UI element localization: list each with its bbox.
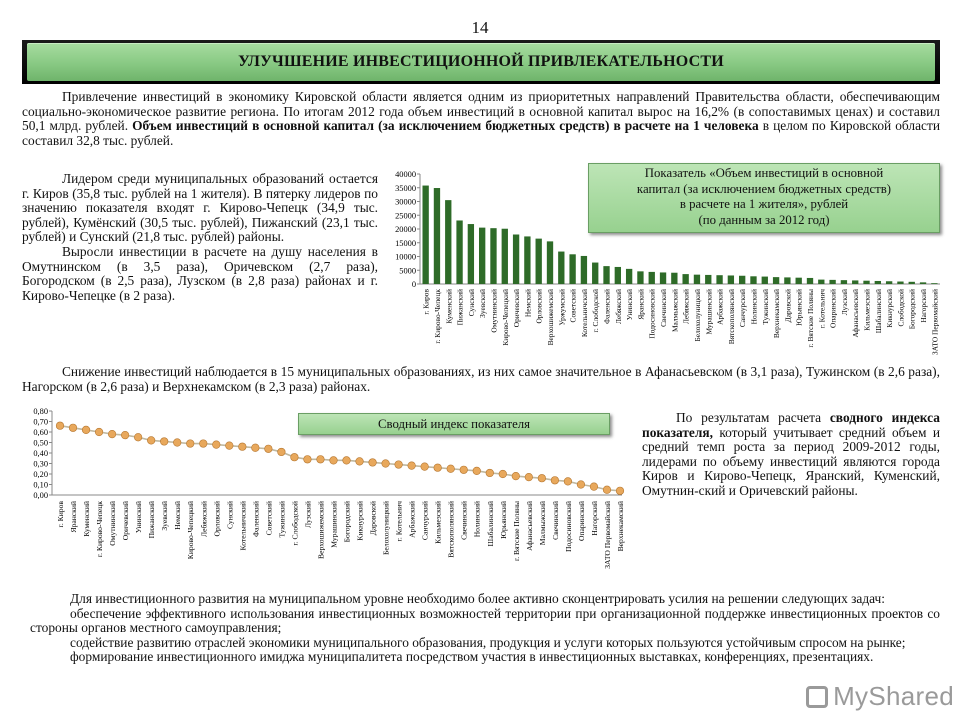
index-point bbox=[82, 426, 90, 434]
line-x-tick-label: Кикнурский bbox=[355, 501, 365, 541]
bar-x-tick-label: Яранский bbox=[636, 289, 646, 320]
index-point bbox=[212, 441, 220, 449]
bar-x-tick-label: Уржумский bbox=[557, 289, 567, 326]
bar-y-tick-label: 10000 bbox=[395, 252, 416, 262]
bar-x-tick-label: Афанасьевский bbox=[851, 289, 861, 338]
bar bbox=[456, 220, 462, 284]
line-y-tick-label: 0,70 bbox=[33, 417, 48, 427]
line-x-tick-label: Верхошижемский bbox=[316, 501, 326, 559]
bar-y-tick-label: 15000 bbox=[395, 238, 416, 248]
bar-x-tick-label: Куменский bbox=[444, 289, 454, 324]
bottom-text bbox=[30, 592, 940, 665]
line-x-tick-label: Белохолуницкий bbox=[381, 501, 391, 555]
bar bbox=[626, 269, 632, 284]
bar-x-tick-label: Котельничский bbox=[579, 289, 589, 338]
index-point bbox=[69, 424, 77, 432]
bar-x-tick-label: ЗАТО Первомайский bbox=[930, 289, 940, 355]
callout-line: Показатель «Объем инвестиций в основной bbox=[644, 166, 884, 180]
index-point bbox=[434, 464, 442, 472]
right-text-post: который учитывает средний объем и средний темп роста за период 2009-2012 годы, лидерами по объему инвестиций являются города Киров и Кирово-Чепецк, Яранский, Куменский, Омутнин-ский и Оричевский районы. bbox=[642, 424, 940, 498]
index-point bbox=[499, 470, 507, 478]
line-y-tick-label: 0,00 bbox=[33, 491, 48, 500]
bar-x-tick-label: Омутнинский bbox=[489, 289, 499, 333]
bar-x-tick-label: Вятскополянский bbox=[726, 289, 736, 345]
line-x-tick-label: Опаринский bbox=[576, 501, 586, 542]
bar-x-tick-label: Подосиновский bbox=[647, 289, 657, 339]
line-x-tick-label: Котельничский bbox=[238, 501, 248, 551]
intro-text: Привлечение инвестиций в экономику Кировской области является одним из приоритетных направлений Правительства области, обеспечивающим социально-экономическое развитие региона. По итогам 2012 года объем инвестиций в основной капитал вырос на 16,2% (в сопоставимых ценах) и составил 50,1 млрд. рублей. bbox=[22, 89, 940, 134]
line-x-tick-label: Нолинский bbox=[472, 501, 482, 538]
bar bbox=[615, 267, 621, 284]
line-x-tick-label: Тужинский bbox=[277, 501, 287, 538]
bar-x-tick-label: Шабалинский bbox=[873, 288, 883, 334]
bar bbox=[705, 275, 711, 284]
line-x-tick-label: Куменский bbox=[82, 501, 92, 537]
bar-y-tick-label: 35000 bbox=[395, 183, 416, 193]
line-x-tick-label: Сунский bbox=[225, 501, 235, 529]
index-point bbox=[56, 422, 64, 430]
intro-bold: Объем инвестиций в основной капитал (за исключением бюджетных средств) в расчете на 1 человека bbox=[132, 118, 759, 134]
index-point bbox=[252, 444, 260, 452]
bar-x-tick-label: Советский bbox=[568, 289, 578, 323]
index-point bbox=[199, 440, 207, 448]
line-x-tick-label: Оричевский bbox=[121, 501, 131, 541]
bar bbox=[569, 254, 575, 284]
line-x-tick-label: Шабалинский bbox=[485, 501, 495, 547]
line-y-tick-label: 0,20 bbox=[33, 470, 48, 479]
bar-x-tick-label: г. Вятские Поляны bbox=[806, 289, 815, 348]
right-text-pre: По результатам расчета bbox=[676, 410, 822, 425]
line-x-tick-label: Унинский bbox=[134, 501, 144, 534]
bar bbox=[863, 281, 869, 284]
line-x-tick-label: Мурашинский bbox=[329, 501, 339, 548]
index-point bbox=[512, 472, 520, 480]
task-item: формирование инвестиционного имиджа муниципалитета посредством участия в инвестиционных выставках, конференциях, презентациях. bbox=[70, 649, 874, 665]
bar-x-tick-label: Свечинский bbox=[659, 289, 669, 327]
line-x-tick-label: Вятскополянский bbox=[446, 501, 456, 558]
line-x-tick-label: Верхнекамский bbox=[616, 501, 625, 552]
line-x-tick-label: г. Вятские Поляны bbox=[511, 501, 521, 562]
callout-line: в расчете на 1 жителя», рублей bbox=[679, 197, 849, 211]
bar-x-tick-label: Кикнурский bbox=[885, 289, 895, 328]
index-point bbox=[278, 448, 286, 456]
index-point bbox=[239, 443, 247, 451]
line-x-tick-label: Зуевский bbox=[160, 501, 170, 531]
index-point bbox=[460, 466, 468, 474]
line-x-tick-label: г. Киров bbox=[56, 501, 65, 528]
bar bbox=[784, 277, 790, 284]
index-point bbox=[395, 461, 403, 469]
bar bbox=[728, 275, 734, 284]
index-point bbox=[603, 486, 611, 494]
index-point bbox=[95, 428, 103, 436]
growth-paragraph: Выросли инвестиции в расчете на душу населения в Омутнинском (в 3,5 раза), Оричевском (2,7 раза), Богородском (в 2,5 раза), Лузском (в 2,8 раза) районах и г. Кирово-Чепецке (в 2 раза). bbox=[22, 243, 378, 303]
index-point bbox=[577, 481, 585, 489]
bar bbox=[536, 239, 542, 284]
bar bbox=[739, 276, 745, 284]
bar-y-tick-label: 20000 bbox=[395, 225, 416, 234]
bar-x-tick-label: Верхошижемский bbox=[546, 289, 555, 346]
bar-x-tick-label: Даровской bbox=[783, 289, 793, 323]
index-point bbox=[226, 442, 234, 450]
line-x-tick-label: Малмыжский bbox=[537, 501, 547, 546]
bar bbox=[502, 229, 508, 284]
bar bbox=[434, 188, 440, 284]
index-point bbox=[421, 463, 429, 471]
bar bbox=[796, 278, 802, 284]
index-point bbox=[160, 438, 168, 446]
bar bbox=[445, 200, 451, 284]
bar-x-tick-label: Слободской bbox=[896, 289, 906, 327]
bar bbox=[490, 228, 496, 284]
bar-x-tick-label: Кирово-Чепецкий bbox=[500, 289, 510, 346]
left-column-text bbox=[22, 172, 378, 303]
index-point bbox=[525, 473, 533, 481]
watermark bbox=[806, 681, 954, 712]
bar-x-tick-label: Нолинский bbox=[749, 289, 759, 325]
bar bbox=[762, 277, 768, 284]
bar-x-tick-label: Малмыжский bbox=[670, 289, 680, 333]
bar-x-tick-label: Лузский bbox=[839, 289, 849, 316]
line-y-tick-label: 0,50 bbox=[33, 438, 48, 448]
bar-x-tick-label: Оричевский bbox=[512, 289, 522, 328]
callout-line: капитал (за исключением бюджетных средств) bbox=[636, 181, 892, 196]
bar bbox=[524, 236, 530, 284]
bar bbox=[909, 282, 915, 284]
line-x-tick-label: Юрьянский bbox=[498, 501, 508, 539]
bar bbox=[920, 282, 926, 284]
tasks-intro: Для инвестиционного развития на муниципальном уровне необходимо более активно сконцентрировать усилия на решении следующих задач: bbox=[70, 591, 886, 606]
bar bbox=[931, 283, 937, 284]
task-item: содействие развитию отраслей экономики муниципального образования, продукция и услуги которых пользуются устойчивым спросом на рынке; bbox=[70, 634, 906, 650]
index-point bbox=[408, 462, 416, 470]
intro-paragraph bbox=[22, 90, 940, 148]
bar-x-tick-label: Юрьянский bbox=[794, 289, 804, 326]
line-x-tick-label: Кильмезский bbox=[433, 501, 443, 544]
bar bbox=[581, 256, 587, 284]
page-number: 14 bbox=[471, 18, 489, 37]
bar-x-tick-label: Сунский bbox=[466, 289, 476, 317]
line-y-tick-label: 0,10 bbox=[33, 480, 48, 490]
index-point bbox=[343, 457, 351, 465]
bar bbox=[773, 277, 779, 284]
title-banner bbox=[22, 40, 940, 84]
index-point bbox=[330, 457, 338, 465]
bar bbox=[682, 274, 688, 284]
bar bbox=[547, 241, 553, 284]
bar-x-tick-label: г. Слободской bbox=[591, 289, 601, 333]
bar-x-tick-label: Фаленский bbox=[602, 289, 612, 324]
index-point bbox=[121, 431, 129, 439]
bar-x-tick-label: г. Кирово-Чепецк bbox=[432, 289, 442, 344]
bar-x-tick-label: Опаринский bbox=[828, 289, 838, 328]
bar bbox=[897, 282, 903, 284]
bar-x-tick-label: Зуевский bbox=[478, 289, 488, 318]
decrease-paragraph bbox=[22, 365, 940, 394]
bar-x-tick-label: г. Киров bbox=[421, 289, 431, 315]
line-x-tick-label: Нагорский bbox=[589, 501, 599, 536]
bar bbox=[637, 271, 643, 284]
line-x-tick-label: Арбажский bbox=[407, 501, 417, 538]
line-x-tick-label: Фаленский bbox=[251, 501, 261, 537]
line-y-tick-label: 0,60 bbox=[33, 428, 48, 437]
bar bbox=[875, 281, 881, 284]
index-point bbox=[265, 445, 273, 453]
line-y-tick-label: 0,40 bbox=[33, 449, 48, 458]
bar-x-tick-label: Белохолуницкий bbox=[692, 289, 702, 342]
page-title: УЛУЧШЕНИЕ ИНВЕСТИЦИОННОЙ ПРИВЛЕКАТЕЛЬНОСТИ bbox=[238, 53, 724, 70]
bar bbox=[671, 273, 677, 284]
bar bbox=[886, 281, 892, 284]
index-point bbox=[551, 477, 559, 485]
bar bbox=[818, 280, 824, 284]
bar bbox=[558, 252, 564, 284]
index-point bbox=[173, 439, 181, 447]
bar bbox=[660, 272, 666, 284]
index-point bbox=[369, 459, 377, 467]
bar bbox=[852, 280, 858, 284]
bar bbox=[750, 276, 756, 284]
decrease-text: Снижение инвестиций наблюдается в 15 муниципальных образованиях, из них самое значительное в Афанасьевском (в 3,1 раза), Тужинском (в 2,6 раза), Нагорском (в 2,6 раза) и Верхнекамском (в 2,3 раза) районах. bbox=[22, 364, 940, 394]
watermark-text: MyShared bbox=[833, 681, 954, 711]
bar-x-tick-label: Арбажский bbox=[715, 289, 725, 325]
line-x-tick-label: Немский bbox=[173, 501, 183, 530]
line-chart-callout: Сводный индекс показателя bbox=[298, 413, 610, 435]
index-point bbox=[538, 474, 546, 482]
index-point bbox=[564, 478, 572, 486]
bar bbox=[807, 278, 813, 284]
bar-y-tick-label: 25000 bbox=[395, 211, 416, 221]
line-x-tick-label: ЗАТО Первомайский bbox=[602, 501, 612, 569]
bar bbox=[422, 186, 428, 284]
line-x-tick-label: Омутнинский bbox=[108, 501, 118, 546]
line-x-tick-label: Свечинский bbox=[550, 501, 560, 540]
bar bbox=[592, 263, 598, 284]
index-point bbox=[590, 483, 598, 491]
bar bbox=[649, 272, 655, 284]
index-point bbox=[447, 465, 455, 473]
index-point bbox=[304, 456, 312, 464]
intro-text-end: в целом по Кировской области составил 32,8 тыс. рублей. bbox=[22, 118, 941, 148]
line-x-tick-label: г. Котельнич bbox=[394, 501, 404, 542]
index-point bbox=[382, 460, 390, 468]
bar-y-tick-label: 40000 bbox=[395, 170, 416, 179]
watermark-logo-icon bbox=[806, 686, 828, 708]
bar-chart-callout bbox=[588, 163, 940, 233]
leaders-paragraph: Лидером среди муниципальных образований остается г. Киров (35,8 тыс. рублей на 1 жителя). В пятерку лидеров по значению показателя входят г. Кирово-Чепецк (34,9 тыс. рублей), Кумёнский (30,5 тыс. рублей), Пижанский (23,1 тыс. рублей) и Сунский (21,8 тыс. рублей) районы. bbox=[22, 171, 378, 245]
line-x-tick-label: Яранский bbox=[69, 501, 79, 533]
line-x-tick-label: Лузский bbox=[303, 501, 313, 528]
line-x-tick-label: Даровской bbox=[368, 501, 378, 536]
line-x-tick-label: г. Кирово-Чепецк bbox=[95, 501, 105, 558]
bar-x-tick-label: Унинский bbox=[625, 289, 635, 321]
line-x-tick-label: Афанасьевский bbox=[524, 501, 534, 551]
index-point bbox=[616, 487, 624, 495]
index-point bbox=[147, 437, 155, 445]
bar bbox=[468, 224, 474, 284]
bar bbox=[603, 266, 609, 284]
line-x-tick-label: Кирово-Чепецкий bbox=[186, 501, 196, 560]
line-x-tick-label: Санчурский bbox=[420, 501, 430, 541]
bar bbox=[716, 275, 722, 284]
bar-x-tick-label: г. Котельнич bbox=[817, 289, 827, 329]
index-point bbox=[356, 458, 364, 466]
bar-x-tick-label: Богородский bbox=[907, 289, 917, 330]
bar-x-tick-label: Немский bbox=[523, 289, 533, 318]
bar bbox=[694, 275, 700, 284]
index-point bbox=[134, 433, 142, 441]
index-series-line bbox=[60, 426, 620, 491]
bar bbox=[829, 280, 835, 284]
line-x-tick-label: Подосиновский bbox=[563, 501, 573, 552]
index-point bbox=[473, 467, 481, 475]
bar-x-tick-label: Верхнекамский bbox=[772, 289, 782, 339]
right-text-bold: сводного индекса показателя, bbox=[642, 410, 940, 440]
bar bbox=[841, 280, 847, 284]
line-y-tick-label: 0,30 bbox=[33, 459, 48, 469]
line-x-tick-label: Советский bbox=[264, 501, 274, 536]
right-column-text bbox=[642, 411, 940, 499]
line-x-tick-label: Свечинский bbox=[459, 501, 469, 540]
line-x-tick-label: г. Слободской bbox=[290, 501, 300, 546]
bar bbox=[479, 228, 485, 284]
line-x-tick-label: Орловский bbox=[212, 501, 222, 537]
line-x-tick-label: Богородский bbox=[342, 501, 352, 543]
bar-y-tick-label: 30000 bbox=[395, 197, 416, 207]
callout-line: (по данным за 2012 год) bbox=[698, 212, 830, 227]
task-item: обеспечение эффективного использования инвестиционных возможностей территории при организационной поддержке инвестиционных проектов со стороны органов местного самоуправления; bbox=[30, 605, 940, 636]
index-point bbox=[108, 430, 116, 438]
bar-x-tick-label: Мурашинский bbox=[704, 289, 714, 335]
bar-x-tick-label: Лебяжский bbox=[681, 289, 691, 324]
line-y-tick-label: 0,80 bbox=[33, 407, 48, 416]
index-point bbox=[291, 453, 299, 461]
bar-x-tick-label: Санчурский bbox=[738, 289, 748, 328]
bar-x-tick-label: Тужинский bbox=[760, 289, 770, 325]
bar-x-tick-label: Пижанский bbox=[455, 289, 465, 326]
index-point bbox=[186, 440, 194, 448]
bar-y-tick-label: 0 bbox=[411, 280, 416, 289]
index-point bbox=[317, 456, 325, 464]
bar-y-tick-label: 5000 bbox=[399, 266, 416, 276]
bar bbox=[513, 235, 519, 285]
bar-x-tick-label: Кильмезский bbox=[862, 289, 872, 331]
line-x-tick-label: Лебяжский bbox=[199, 501, 209, 537]
index-point bbox=[486, 469, 494, 477]
bar-x-tick-label: Нагорский bbox=[919, 289, 929, 323]
bar-x-tick-label: Орловский bbox=[534, 289, 544, 324]
line-x-tick-label: Пижанский bbox=[147, 501, 157, 539]
bar-x-tick-label: Лебяжский bbox=[613, 289, 623, 324]
